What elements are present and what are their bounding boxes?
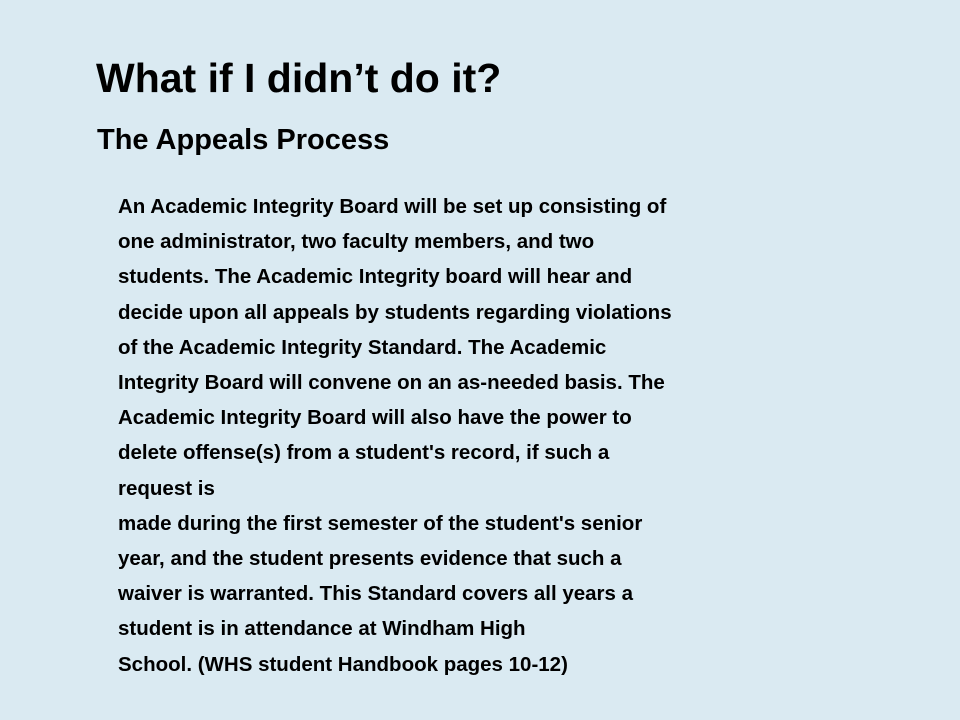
body-line: Integrity Board will convene on an as-needed basis. The	[118, 371, 665, 395]
body-line: request is	[118, 476, 215, 500]
body-line: waiver is warranted. This Standard covers all years a	[118, 582, 634, 606]
body-line: year, and the student presents evidence that such a	[118, 547, 622, 571]
body-line: decide upon all appeals by students regarding violations	[118, 300, 672, 324]
body-line: one administrator, two faculty members, and two	[118, 230, 595, 254]
body-line: of the Academic Integrity Standard. The Academic	[118, 335, 607, 359]
body-line: students. The Academic Integrity board will hear and	[118, 265, 633, 289]
body-line: delete offense(s) from a student's record, if such a	[118, 441, 610, 465]
slide-title: What if I didn’t do it?	[96, 55, 502, 101]
slide-subtitle: The Appeals Process	[97, 124, 390, 156]
body-paragraph	[118, 189, 838, 682]
body-line: An Academic Integrity Board will be set up consisting of	[118, 195, 667, 218]
body-line: Academic Integrity Board will also have the power to	[118, 406, 632, 430]
body-line: student is in attendance at Windham High	[118, 617, 526, 641]
body-line: made during the first semester of the student's senior	[118, 511, 643, 535]
body-line: School. (WHS student Handbook pages 10-12)	[118, 652, 568, 676]
